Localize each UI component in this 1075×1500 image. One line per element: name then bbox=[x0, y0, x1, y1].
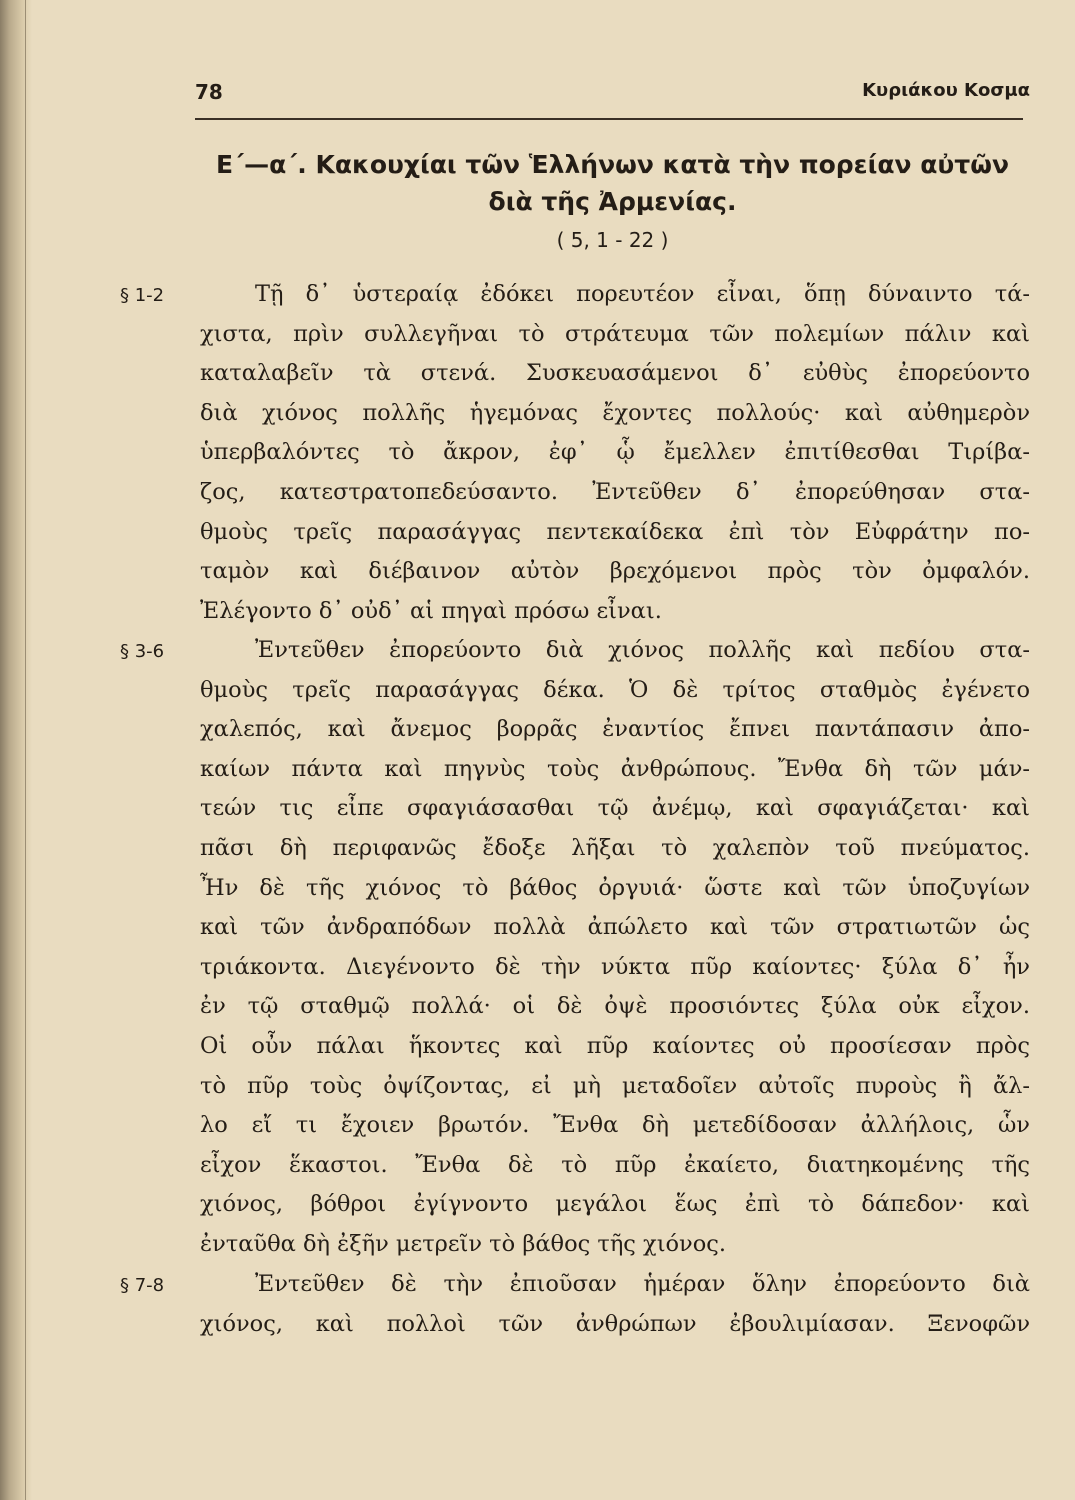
page-number: 78 bbox=[195, 80, 223, 104]
text-line: Ἐλέγοντο δ᾽ οὐδ᾽ αἱ πηγαὶ πρόσω εἶναι. bbox=[200, 597, 662, 624]
text-line: τεών τις εἶπε σφαγιάσασθαι τῷ ἀνέμῳ, καὶ σφαγιάζεται· καὶ bbox=[200, 795, 1030, 822]
margin-reference: § 7-8 bbox=[120, 1275, 165, 1296]
margin-reference: § 1-2 bbox=[120, 285, 165, 306]
text-line: καὶ τῶν ἀνδραπόδων πολλὰ ἀπώλετο καὶ τῶν στρατιωτῶν ὡς bbox=[200, 914, 1030, 941]
section-reference: ( 5, 1 - 22 ) bbox=[556, 228, 669, 252]
text-line: Τῇ δ᾽ ὑστεραίᾳ ἐδόκει πορευτέον εἶναι, ὅπῃ δύναιντο τά- bbox=[255, 281, 1030, 307]
text-line: τριάκοντα. Διεγένοντο δὲ τὴν νύκτα πῦρ καίοντες· ξύλα δ᾽ ἦν bbox=[200, 953, 1030, 980]
text-line: καίων πάντα καὶ πηγνὺς τοὺς ἀνθρώπους. Ἔνθα δὴ τῶν μάν- bbox=[200, 755, 1030, 782]
text-line: Οἱ οὖν πάλαι ἥκοντες καὶ πῦρ καίοντες οὐ προσίεσαν πρὸς bbox=[200, 1032, 1030, 1059]
text-line: ταμὸν καὶ διέβαινον αὐτὸν βρεχόμενοι πρὸς τὸν ὀμφαλόν. bbox=[200, 558, 1030, 585]
text-line: εἶχον ἕκαστοι. Ἔνθα δὲ τὸ πῦρ ἐκαίετο, διατηκομένης τῆς bbox=[200, 1151, 1030, 1178]
text-line: θμοὺς τρεῖς παρασάγγας πεντεκαίδεκα ἐπὶ τὸν Εὐφράτην πο- bbox=[200, 518, 1030, 545]
section-title bbox=[200, 146, 1025, 220]
running-head: Κυριάκου Κοσμα bbox=[862, 80, 1030, 101]
page-header bbox=[195, 80, 1030, 108]
book-page-edge bbox=[0, 0, 32, 1500]
section-title-line-1: Ε΄—α΄. Κακουχίαι τῶν Ἑλλήνων κατὰ τὴν πορείαν αὐτῶν bbox=[215, 150, 1010, 179]
text-line: χιόνος, βόθροι ἐγίγνοντο μεγάλοι ἕως ἐπὶ τὸ δάπεδον· καὶ bbox=[200, 1191, 1030, 1218]
text-line: καταλαβεῖν τὰ στενά. Συσκευασάμενοι δ᾽ εὐθὺς ἐπορεύοντο bbox=[200, 360, 1030, 387]
paragraph bbox=[200, 275, 1030, 631]
text-line: Ἐντεῦθεν ἐπορεύοντο διὰ χιόνος πολλῆς καὶ πεδίου στα- bbox=[255, 637, 1030, 663]
paragraph bbox=[200, 631, 1030, 1265]
text-line: χιόνος, καὶ πολλοὶ τῶν ἀνθρώπων ἐβουλιμίασαν. Ξενοφῶν bbox=[200, 1310, 1030, 1337]
text-line: ἐν τῷ σταθμῷ πολλά· οἱ δὲ ὀψὲ προσιόντες ξύλα οὐκ εἶχον. bbox=[200, 993, 1030, 1020]
text-line: λο εἴ τι ἔχοιεν βρωτόν. Ἔνθα δὴ μετεδίδοσαν ἀλλήλοις, ὧν bbox=[200, 1112, 1030, 1139]
paragraph bbox=[200, 1265, 1030, 1344]
text-line: διὰ χιόνος πολλῆς ἡγεμόνας ἔχοντες πολλούς· καὶ αὐθημερὸν bbox=[200, 399, 1030, 426]
text-line: θμοὺς τρεῖς παρασάγγας δέκα. Ὁ δὲ τρίτος σταθμὸς ἐγένετο bbox=[200, 676, 1030, 703]
text-line: χιστα, πρὶν συλλεγῆναι τὸ στράτευμα τῶν πολεμίων πάλιν καὶ bbox=[200, 320, 1030, 347]
text-line: χαλεπός, καὶ ἄνεμος βορρᾶς ἐναντίος ἔπνει παντάπασιν ἀπο- bbox=[200, 716, 1030, 743]
text-line: πᾶσι δὴ περιφανῶς ἔδοξε λῆξαι τὸ χαλεπὸν τοῦ πνεύματος. bbox=[200, 834, 1030, 861]
text-line: ζος, κατεστρατοπεδεύσαντο. Ἐντεῦθεν δ᾽ ἐπορεύθησαν στα- bbox=[200, 478, 1030, 505]
header-rule bbox=[195, 118, 1023, 120]
text-line: τὸ πῦρ τοὺς ὀψίζοντας, εἰ μὴ μεταδοῖεν αὐτοῖς πυροὺς ἢ ἄλ- bbox=[200, 1072, 1030, 1099]
text-line: ὑπερβαλόντες τὸ ἄκρον, ἐφ᾽ ᾧ ἔμελλεν ἐπιτίθεσθαι Τιρίβα- bbox=[200, 439, 1030, 466]
text-line: Ἦν δὲ τῆς χιόνος τὸ βάθος ὀργυιά· ὥστε καὶ τῶν ὑποζυγίων bbox=[200, 874, 1030, 901]
margin-reference: § 3-6 bbox=[120, 641, 165, 662]
text-line: ἐνταῦθα δὴ ἐξῆν μετρεῖν τὸ βάθος τῆς χιόνος. bbox=[200, 1230, 727, 1257]
text-line: Ἐντεῦθεν δὲ τὴν ἐπιοῦσαν ἡμέραν ὅλην ἐπορεύοντο διὰ bbox=[255, 1271, 1030, 1297]
section-title-line-2: διὰ τῆς Ἀρμενίας. bbox=[488, 187, 737, 216]
